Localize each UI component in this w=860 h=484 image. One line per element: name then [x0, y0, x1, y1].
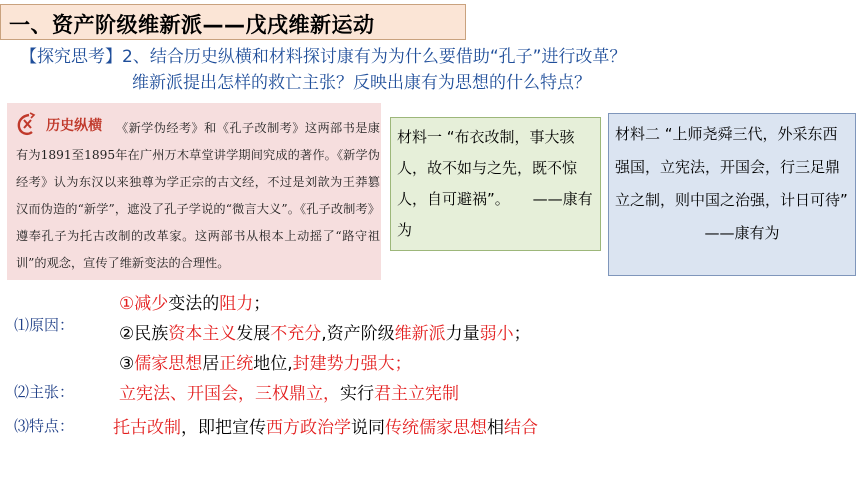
section-title-bar: [0, 4, 466, 40]
reason-2-text: 发展: [236, 324, 271, 344]
reasons-label: ⑴原因：: [14, 316, 75, 334]
feature-line: [113, 413, 538, 438]
material-1-box: [390, 117, 601, 251]
reason-line-3: [119, 349, 412, 374]
claim-label: ⑵主张：: [14, 383, 75, 401]
feature-key4: 结合: [504, 418, 538, 438]
reason-2-text3: 力量: [445, 324, 480, 344]
feature-key: 托古改制: [113, 418, 181, 438]
inquiry-question: [20, 44, 840, 96]
reason-1-key2: 阻力: [219, 294, 254, 314]
reason-3-text2: 地位,: [253, 354, 293, 374]
claim-key: 立宪法、开国会，三权鼎立，: [119, 384, 340, 404]
material-1-text: 材料一 “布衣改制，事大骇人，故不如与之先，既不惊人，自可避祸”。: [397, 128, 578, 208]
history-card: [7, 103, 381, 280]
reason-3-text: 居: [202, 354, 220, 374]
reason-2-key4: 弱小: [479, 324, 514, 344]
reason-3-key2: 正统: [219, 354, 254, 374]
reason-1-end: ；: [253, 294, 271, 314]
reason-2-num: ②民族: [119, 324, 169, 344]
question-line-1: 【探究思考】2、结合历史纵横和材料探讨康有为为什么要借助“孔子”进行改革？: [20, 47, 627, 67]
material-2-text: 材料二 “上师尧舜三代，外采东西强国，立宪法，开国会，行三足鼎立之制，则中国之治强，计日可待”: [615, 125, 848, 209]
reason-1-text: 变法的: [168, 294, 220, 314]
reason-line-2: [119, 319, 531, 344]
reason-1-num: ①: [119, 294, 135, 314]
reason-2-key3: 维新派: [394, 324, 446, 344]
material-1-sign: ——康有为: [397, 190, 593, 239]
reason-3-key: 儒家思想: [134, 354, 203, 374]
reason-3-key3: 封建势力强大；: [292, 354, 412, 374]
feature-key3: 传统儒家思想: [385, 418, 487, 438]
reason-3-num: ③: [119, 354, 135, 374]
feature-text2: 说同: [351, 418, 385, 438]
reason-2-key2: 不充分: [270, 324, 322, 344]
material-2-box: [608, 113, 856, 276]
feature-text: ，即把宣传: [181, 418, 266, 438]
feature-label: ⑶特点：: [14, 417, 75, 435]
reason-2-end: ；: [513, 324, 531, 344]
section-title: 一、资产阶级维新派——戊戌维新运动: [9, 13, 375, 37]
feature-text3: 相: [487, 418, 504, 438]
question-line-2: 维新派提出怎样的救亡主张？反映出康有为思想的什么特点？: [132, 73, 591, 93]
history-card-label: 历史纵横: [46, 118, 103, 134]
reason-line-1: [119, 289, 270, 314]
reason-2-key: 资本主义: [168, 324, 237, 344]
material-2-sign: ——康有为: [704, 224, 780, 242]
reason-1-key: 减少: [134, 294, 169, 314]
feature-key2: 西方政治学: [266, 418, 351, 438]
claim-text: 实行: [340, 384, 374, 404]
claim-line: [119, 379, 459, 404]
claim-key2: 君主立宪制: [374, 384, 459, 404]
history-card-text: 《新学伪经考》和《孔子改制考》这两部书是康有为1891至1895年在广州万木草堂讲学期间究成的著作。《新学伪经考》认为东汉以来独尊为学正宗的古文经，不过是刘歆为王莽篡汉而伪造的“新学”，遮没了孔子学说的“微言大义”。《孔子改制考》遵奉孔子为托古改制的改革家。这两部书从根本上动摇了“路守祖训”的观念，宣传了维新变法的合理性。: [16, 121, 380, 270]
reason-2-text2: ,资产阶级: [321, 324, 395, 344]
